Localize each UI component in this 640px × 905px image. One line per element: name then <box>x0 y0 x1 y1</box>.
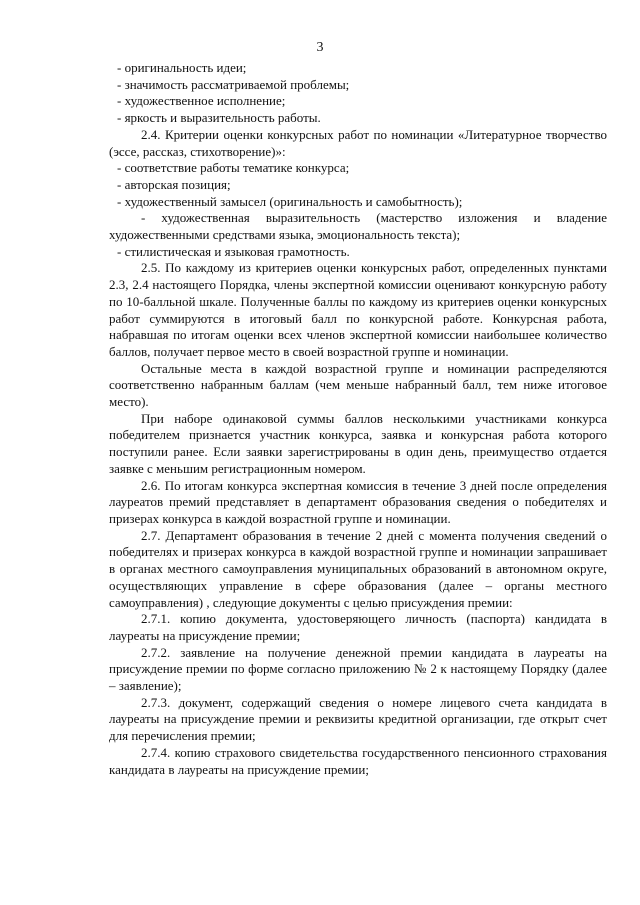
paragraph: 2.5. По каждому из критериев оценки конкурсных работ, определенных пунктами 2.3, 2.4 настоящего Порядка, члены экспертной комиссии оценивают конкурсную работу по 10-балльной шкале. Полученные баллы по каждому из критериев оценки конкурсных работ суммируются в итоговый балл по конкурсной работе. Конкурсная работа, набравшая по итогам оценки всех членов экспертной комиссии наибольшее количество баллов, получает первое место в своей возрастной группе и номинации. <box>109 260 607 359</box>
paragraph: 2.6. По итогам конкурса экспертная комиссия в течение 3 дней после определения лауреатов премий представляет в департамент образования сведения о победителях и призерах конкурса в каждой возрастной группе и номинации. <box>109 477 607 526</box>
page-number: 3 <box>316 40 324 55</box>
paragraph: При наборе одинаковой суммы баллов несколькими участниками конкурса победителем признается участник конкурса, заявка и конкурсная работа которого поступили ранее. Если заявки зарегистрированы в один день, преимущество отдается заявке с меньшим регистрационным номером. <box>109 410 607 476</box>
list-item: - яркость и выразительность работы. <box>117 110 321 126</box>
paragraph: 2.7.1. копию документа, удостоверяющего личность (паспорта) кандидата в лауреаты на присуждение премии; <box>109 611 607 643</box>
list-item: - значимость рассматриваемой проблемы; <box>117 76 350 92</box>
paragraph: 2.7. Департамент образования в течение 2 дней с момента получения сведений о победителях и призерах конкурса в каждой возрастной группе и номинации запрашивает в органах местного самоуправления муниципальных образований в автономном округе, осуществляющих управление в сфере образования (далее – органы местного самоуправления) , следующие документы с целью присуждения премии: <box>109 527 607 610</box>
paragraph: Остальные места в каждой возрастной группе и номинации распределяются соответственно набранным баллам (чем меньше набранный балл, тем ниже итоговое место). <box>109 360 607 410</box>
list-item: - авторская позиция; <box>117 176 231 192</box>
list-item: - художественное исполнение; <box>117 93 286 109</box>
document-body <box>109 60 607 778</box>
paragraph: 2.7.4. копию страхового свидетельства государственного пенсионного страхования кандидата в лауреаты на присуждение премии; <box>109 744 607 777</box>
paragraph: 2.7.3. документ, содержащий сведения о номере лицевого счета кандидата в лауреаты на присуждение премии и реквизиты кредитной организации, где открыт счет для перечисления премии; <box>109 694 607 744</box>
list-item: - оригинальность идеи; <box>117 60 247 75</box>
paragraph: 2.7.2. заявление на получение денежной премии кандидата в лауреаты на присуждение премии по форме согласно приложению № 2 к настоящему Порядку (далее – заявление); <box>109 644 607 694</box>
list-item: - стилистическая и языковая грамотность. <box>117 243 350 259</box>
paragraph: 2.4. Критерии оценки конкурсных работ по номинации «Литературное творчество (эссе, рассказ, стихотворение)»: <box>109 126 607 159</box>
list-item: - соответствие работы тематике конкурса; <box>117 160 350 176</box>
list-item: - художественный замысел (оригинальность и самобытность); <box>117 193 463 209</box>
paragraph: - художественная выразительность (мастерство изложения и владение художественными средствами языка, эмоциональность текста); <box>109 210 607 243</box>
